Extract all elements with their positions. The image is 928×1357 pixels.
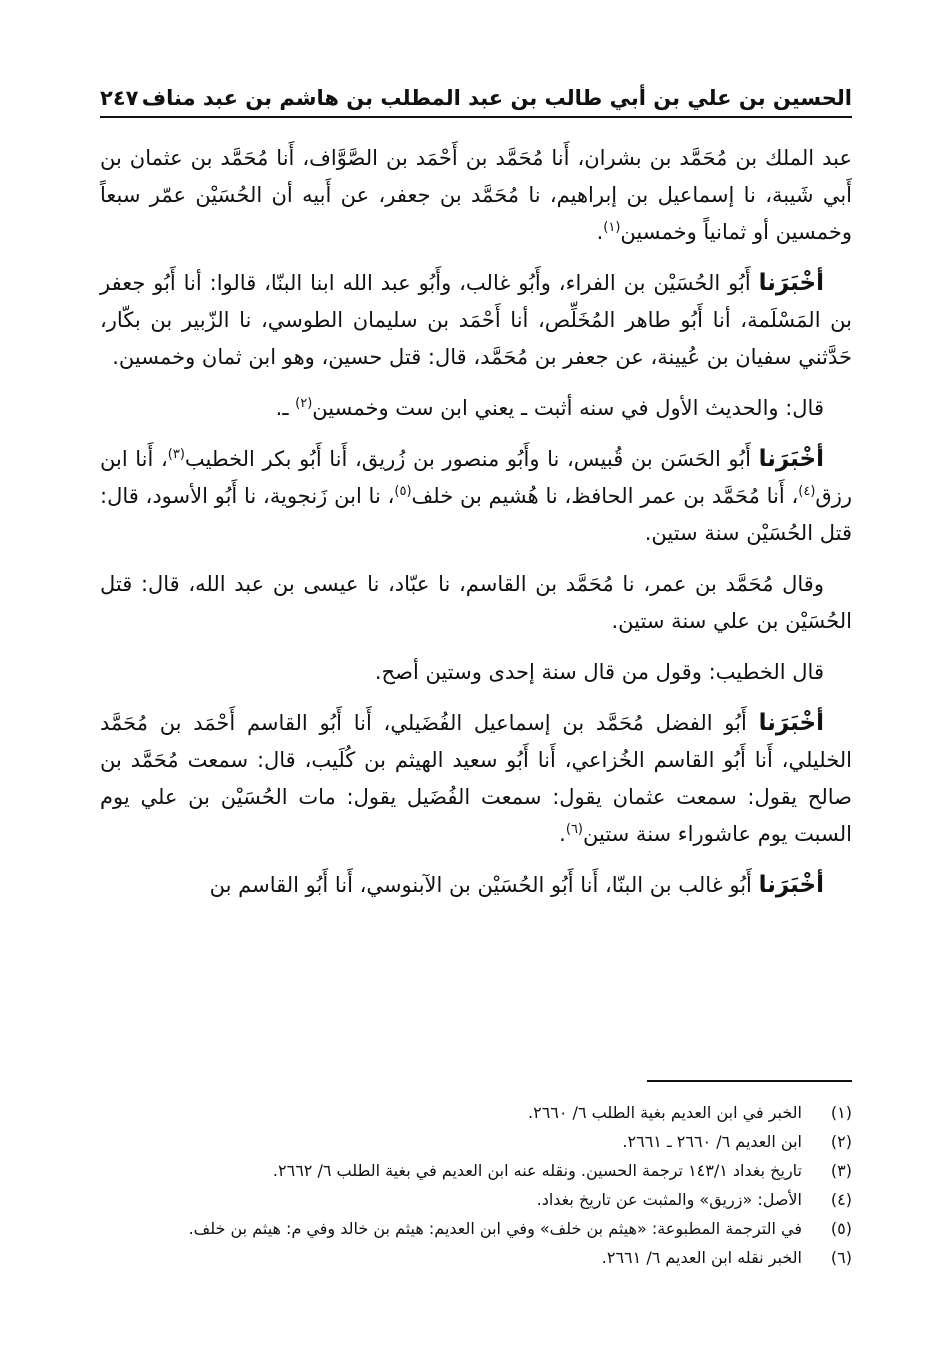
text-run: قال الخطيب: وقول من قال سنة إحدى وستين أصح. [374,660,824,684]
text-run: أَبُو الفضل مُحَمَّد بن إسماعيل الفُضَيلي، أَنا أَبُو القاسم أَحْمَد بن مُحَمَّد الخليلي، أَنا أَبُو القاسم الخُزاعي، أَنا أَبُو سعيد الهيثم بن كُلَيب، قال: سمعت مُحَمَّد بن صالح يقول: سمعت عثمان يقول: سمعت الفُضَيل يقول: مات الحُسَيْن بن علي يوم السبت يوم عاشوراء سنة ستين [100,711,852,846]
paragraph [100,441,852,552]
paragraph [100,265,852,376]
paragraph [100,566,852,640]
footnote-number: (٦) [830,1248,852,1267]
footnote-item [100,1214,852,1243]
paragraph [100,705,852,853]
text-run: . [559,822,566,846]
footnote-divider [647,1080,852,1082]
paragraph [100,867,852,904]
text-run: قال: والحديث الأول في سنه أثبت ـ يعني ابن ست وخمسين [312,396,824,420]
text-run: أَبُو غالب بن البنّا، أَنا أَبُو الحُسَيْن بن الآبنوسي، أَنا أَبُو القاسم بن [209,873,759,897]
footnote-ref: (٢) [295,396,313,411]
footnote-ref: (٤) [798,484,816,499]
footnotes-section [100,1080,852,1272]
footnote-text: في الترجمة المطبوعة: «هيثم بن خلف» وفي ابن العديم: هيثم بن خالد وفي م: هيثم بن خلف. [188,1219,802,1238]
footnote-list [100,1098,852,1272]
text-run: ، أَنا ابن رزق [100,447,852,508]
text-run: ، نا ابن زَنجوية، نا أَبُو الأسود، قال: قتل الحُسَيْن سنة ستين. [100,484,852,545]
footnote-item [100,1098,852,1127]
footnote-text: الخبر في ابن العديم بغية الطلب ٦/ ٢٦٦٠. [528,1103,802,1122]
paragraph [100,390,852,427]
text-run: عبد الملك بن مُحَمَّد بن بشران، أَنا مُحَمَّد بن أَحْمَد بن الصَّوَّاف، أَنا مُحَمَّد بن عثمان بن أَبي شَيبة، نا إسماعيل بن إبراهيم، نا مُحَمَّد بن جعفر، عن أَبيه أن الحُسَيْن عمّر سبعاً وخمسين أو ثمانياً وخمسين [100,146,852,244]
akhbarana-lead: أخْبَرَنا [758,710,824,736]
footnote-number: (٣) [830,1161,852,1180]
footnote-ref: (١) [603,220,621,235]
page-number: ٢٤٧ [100,86,139,110]
book-page [100,70,852,918]
footnote-number: (٤) [830,1190,852,1209]
text-run: أَبُو الحُسَيْن بن الفراء، وأَبُو غالب، وأَبُو عبد الله ابنا البنّا، قالوا: أنا أَبُو جعفر بن المَسْلَمة، أنا أَبُو طاهر المُخَلِّص، أنا أَحْمَد بن سليمان الطوسي، نا الزّبير بن بكّار، حَدَّثني سفيان بن عُيينة، عن جعفر بن مُحَمَّد، قال: قتل حسين، وهو ابن ثمان وخمسين. [100,271,852,369]
footnote-ref: (٦) [565,822,583,837]
footnote-number: (٢) [830,1132,852,1151]
paragraph [100,654,852,691]
text-run: ، أَنا مُحَمَّد بن عمر الحافظ، نا هُشيم بن خلف [411,484,799,508]
text-run: أَبُو الحَسَن بن قُبيس، نا وأَبُو منصور بن زُريق، أَنا أَبُو بكر الخطيب [184,447,759,471]
footnote-ref: (٥) [394,484,412,499]
running-header [100,70,852,118]
footnote-text: الأصل: «زريق» والمثبت عن تاريخ بغداد. [536,1190,802,1209]
paragraph [100,140,852,251]
footnote-number: (٥) [830,1219,852,1238]
footnote-item [100,1127,852,1156]
akhbarana-lead: أخْبَرَنا [758,270,824,296]
akhbarana-lead: أخْبَرَنا [758,872,824,898]
text-run: وقال مُحَمَّد بن عمر، نا مُحَمَّد بن القاسم، نا عبّاد، نا عيسى بن عبد الله، قال: قتل الحُسَيْن بن علي سنة ستين. [100,572,852,633]
footnote-number: (١) [830,1103,852,1122]
text-run: . [596,220,604,244]
main-text [100,140,852,904]
footnote-item [100,1185,852,1214]
footnote-ref: (٣) [167,447,185,462]
footnote-item [100,1243,852,1272]
header-title: الحسين بن علي بن أبي طالب بن عبد المطلب بن هاشم بن عبد مناف [141,86,852,110]
footnote-item [100,1156,852,1185]
footnote-text: الخبر نقله ابن العديم ٦/ ٢٦٦١. [601,1248,802,1267]
akhbarana-lead: أخْبَرَنا [758,446,824,472]
footnote-text: ابن العديم ٦/ ٢٦٦٠ ـ ٢٦٦١. [622,1132,802,1151]
footnote-text: تاريخ بغداد ١٤٣/١ ترجمة الحسين. ونقله عنه ابن العديم في بغية الطلب ٦/ ٢٦٦٢. [272,1161,802,1180]
text-run: ـ. [275,396,296,420]
